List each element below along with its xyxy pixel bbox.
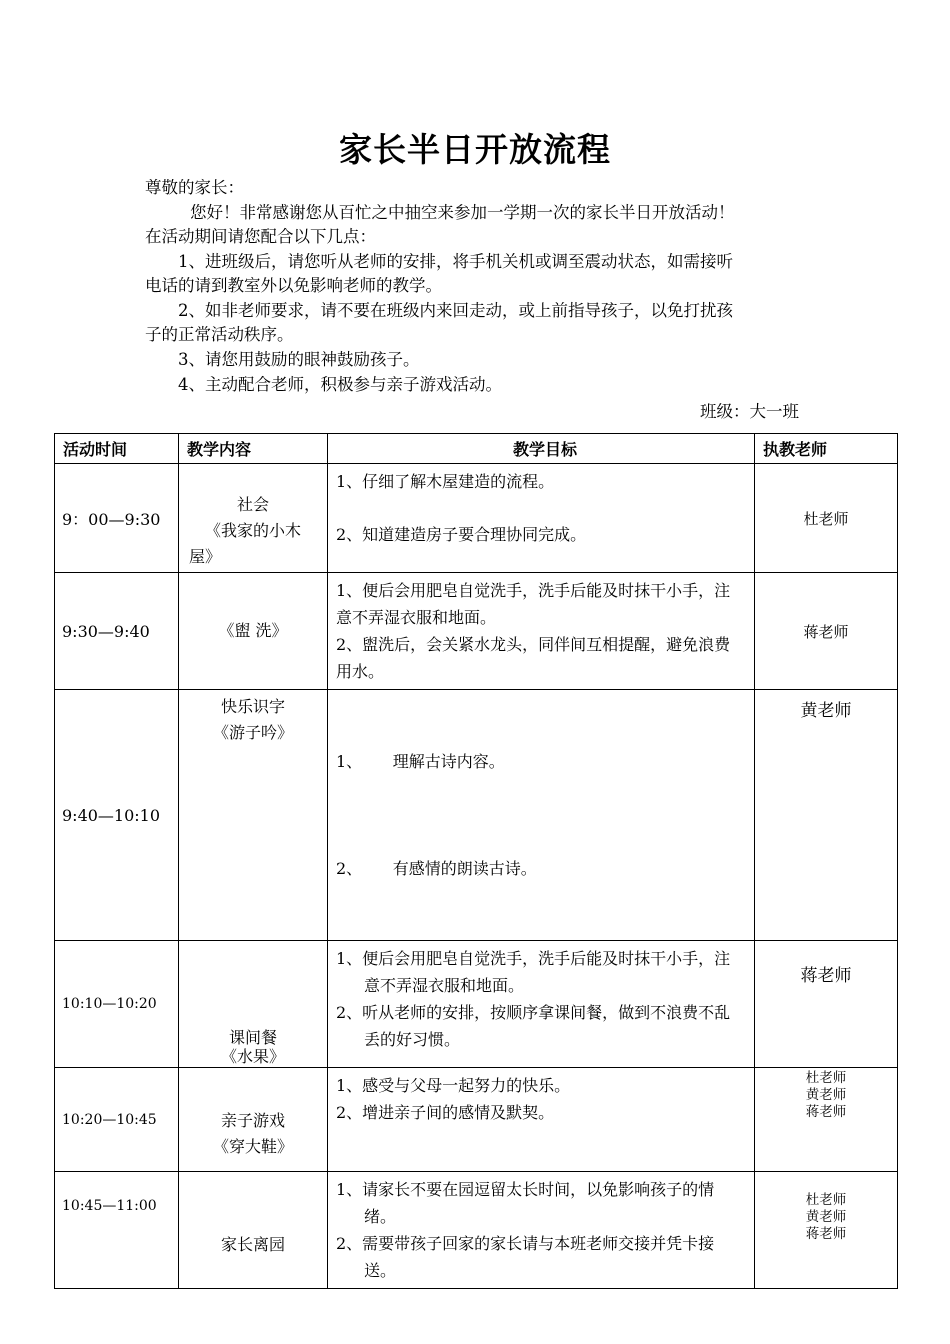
content-line: 社会 [236, 495, 269, 514]
note-1-line-1: 1、进班级后，请您听从老师的安排，将手机关机或调至震动状态，如需接听 [178, 252, 733, 271]
content-line: 亲子游戏 [220, 1110, 285, 1130]
time-cell: 10:10—10:20 [55, 941, 179, 1068]
goal-item: 2、需要带孩子回家的家长请与本班老师交接并凭卡接送。 [336, 1234, 715, 1280]
content-line: 课间餐 [228, 1028, 277, 1047]
goal-item: 2、盥洗后，会关紧水龙头，同伴间互相提醒，避免浪费用水。 [336, 635, 731, 681]
header-goal: 教学目标 [328, 434, 755, 464]
goal-item: 1、仔细了解木屋建造的流程。 [336, 472, 555, 491]
greeting: 尊敬的家长： [145, 178, 244, 197]
content-cell: 家长离园 [179, 1172, 328, 1289]
note-4: 4、主动配合老师，积极参与亲子游戏活动。 [178, 375, 502, 394]
content-line: 《水果》 [220, 1047, 285, 1066]
teacher-cell [755, 1068, 898, 1172]
content-line: 《游子吟》 [212, 723, 293, 742]
note-2-line-1: 2、如非老师要求，请不要在班级内来回走动，或上前指导孩子，以免打扰孩 [178, 301, 733, 320]
goal-item: 2、 有感情的朗读古诗。 [336, 859, 537, 878]
goal-item: 1、请家长不要在园逗留太长时间，以免影响孩子的情绪。 [336, 1180, 715, 1226]
goal-cell [328, 573, 755, 690]
teacher-cell: 黄老师 [755, 690, 898, 941]
class-label: 班级：大一班 [700, 402, 799, 421]
teacher-name: 蒋老师 [805, 1104, 847, 1120]
header-teacher: 执教老师 [755, 434, 898, 464]
goal-item: 2、增进亲子间的感情及默契。 [336, 1103, 555, 1122]
header-time: 活动时间 [55, 434, 179, 464]
content-line: 屋》 [189, 547, 222, 566]
intro-line-1: 您好！非常感谢您从百忙之中抽空来参加一学期一次的家长半日开放活动！ [190, 203, 735, 222]
goal-item: 2、知道建造房子要合理协同完成。 [336, 525, 587, 544]
content-cell [179, 690, 328, 941]
goal-item: 1、便后会用肥皂自觉洗手，洗手后能及时抹干小手，注意不弄湿衣服和地面。 [336, 581, 731, 627]
table-row [55, 690, 898, 941]
time-cell: 9:30—9:40 [55, 573, 179, 690]
time-cell: 10:20—10:45 [55, 1068, 179, 1172]
content-line: 快乐识字 [220, 697, 285, 716]
time-cell: 10:45—11:00 [55, 1172, 179, 1289]
table-row [55, 464, 898, 573]
goal-cell [328, 1172, 755, 1289]
teacher-name: 黄老师 [805, 1087, 847, 1103]
table-row [55, 1068, 898, 1172]
goal-cell [328, 464, 755, 573]
note-1-line-2: 电话的请到教室外以免影响老师的教学。 [145, 276, 442, 295]
time-cell: 9：00—9:30 [55, 464, 179, 573]
goal-item: 1、便后会用肥皂自觉洗手，洗手后能及时抹干小手，注意不弄湿衣服和地面。 [336, 949, 731, 995]
goal-item: 1、 理解古诗内容。 [336, 752, 505, 771]
content-line: 《我家的小木 [204, 521, 301, 540]
page-title: 家长半日开放流程 [339, 130, 611, 169]
content-cell [179, 464, 328, 573]
goal-item: 2、听从老师的安排，按顺序拿课间餐，做到不浪费不乱丢的好习惯。 [336, 1003, 731, 1049]
goal-item: 1、感受与父母一起努力的快乐。 [336, 1076, 571, 1095]
teacher-name: 蒋老师 [805, 1226, 847, 1242]
schedule-table [54, 433, 898, 1289]
teacher-cell [755, 1172, 898, 1289]
table-header-row [55, 434, 898, 464]
content-cell: 《盥 洗》 [179, 573, 328, 690]
goal-cell [328, 690, 755, 941]
goal-cell [328, 1068, 755, 1172]
teacher-name: 黄老师 [805, 1209, 847, 1225]
table-row [55, 941, 898, 1068]
table-row [55, 573, 898, 690]
teacher-cell: 杜老师 [755, 464, 898, 573]
note-2-line-2: 子的正常活动秩序。 [145, 325, 294, 344]
teacher-cell: 蒋老师 [755, 573, 898, 690]
teacher-cell: 蒋老师 [755, 941, 898, 1068]
table-row [55, 1172, 898, 1289]
content-cell [179, 941, 328, 1068]
goal-cell [328, 941, 755, 1068]
time-cell: 9:40—10:10 [55, 690, 179, 941]
content-cell [179, 1068, 328, 1172]
note-3: 3、请您用鼓励的眼神鼓励孩子。 [178, 350, 420, 369]
teacher-name: 杜老师 [805, 1070, 847, 1086]
header-content: 教学内容 [179, 434, 328, 464]
content-line: 《穿大鞋》 [212, 1136, 293, 1156]
intro-line-2: 在活动期间请您配合以下几点： [145, 227, 376, 246]
teacher-name: 杜老师 [805, 1192, 847, 1208]
